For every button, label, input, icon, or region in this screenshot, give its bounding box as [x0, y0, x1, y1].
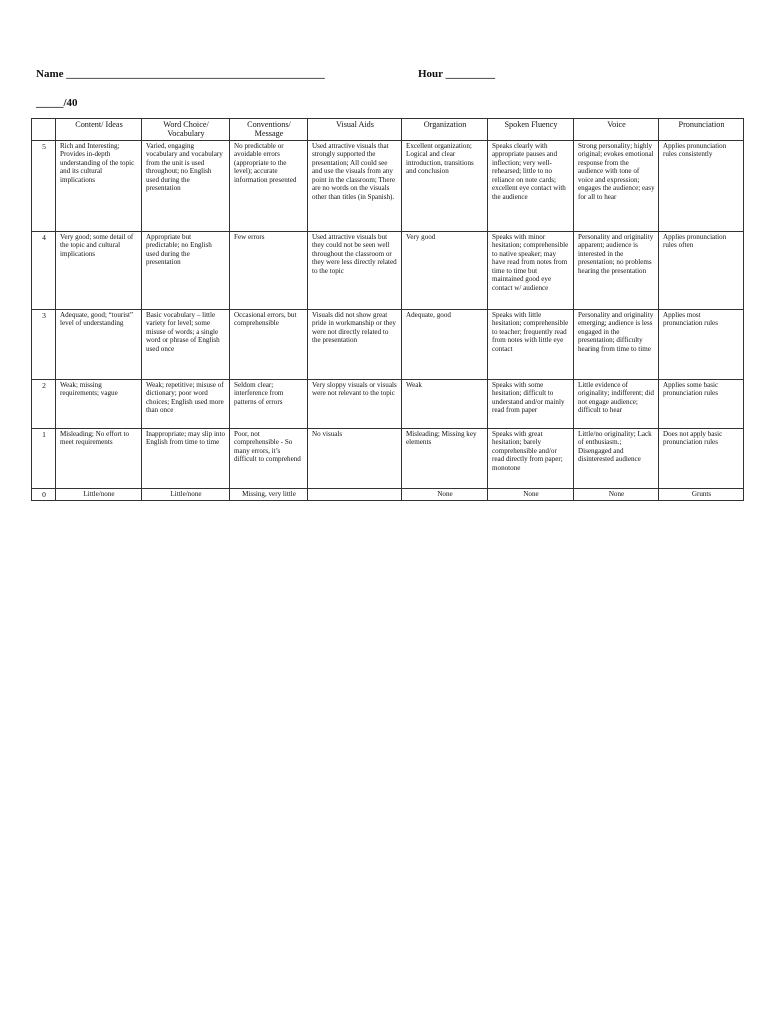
table-cell: Applies some basic pronunciation rules	[659, 379, 744, 428]
table-cell: Little evidence of originality; indifferent; did not engage audience; difficult to hear	[574, 379, 659, 428]
score-total: /40	[63, 97, 78, 109]
table-cell: Used attractive visuals but they could not be seen well throughout the classroom or they were less directly related to the topic	[308, 231, 402, 309]
hour-blank: _________	[445, 68, 496, 80]
table-cell: Very good; some detail of the topic and cultural implications	[56, 231, 142, 309]
table-cell: Misleading; No effort to meet requirements	[56, 428, 142, 488]
table-cell: Speaks with great hesitation; barely comprehensible and/or read directly from paper; monotone	[488, 428, 574, 488]
table-cell: Grunts	[659, 488, 744, 500]
table-cell: Adequate, good	[402, 309, 488, 379]
row-score: 0	[32, 488, 56, 500]
hour-line	[418, 68, 495, 80]
table-cell: Weak; missing requirements; vague	[56, 379, 142, 428]
table-cell: Strong personality; highly original; evokes emotional response from the audience with tone of voice and expression; engages the audience; easy for all to hear	[574, 140, 659, 231]
table-cell: Few errors	[230, 231, 308, 309]
table-row	[32, 140, 744, 231]
table-cell: Speaks with some hesitation; difficult to understand and/or mainly read from paper	[488, 379, 574, 428]
score-header	[32, 119, 56, 141]
table-cell: Occasional errors, but comprehensible	[230, 309, 308, 379]
column-header-voice: Voice	[574, 119, 659, 141]
table-cell: Seldom clear; interference from patterns of errors	[230, 379, 308, 428]
table-cell: Little/none	[142, 488, 230, 500]
table-cell: Varied, engaging vocabulary and vocabulary from the unit is used throughout; no English used during the presentation	[142, 140, 230, 231]
row-score: 4	[32, 231, 56, 309]
name-label: Name	[36, 68, 64, 80]
score-line	[36, 97, 78, 109]
table-cell: Personality and originality emerging; audience is less engaged in the presentation; difficulty hearing from time to time	[574, 309, 659, 379]
table-cell: Poor, not comprehensible - So many errors, it’s difficult to comprehend	[230, 428, 308, 488]
table-cell: Used attractive visuals that strongly supported the presentation; All could see and use the visuals from any point in the classroom; There are no words on the visuals other than titles (in Spanish).	[308, 140, 402, 231]
table-cell: Weak; repetitive; misuse of dictionary; poor word choices; English used more than once	[142, 379, 230, 428]
table-cell: Inappropriate; may slip into English from time to time	[142, 428, 230, 488]
table-cell: Speaks with little hesitation; comprehensible to teacher; frequently read from notes with little eye contact	[488, 309, 574, 379]
table-cell: Applies pronunciation rules consistently	[659, 140, 744, 231]
table-cell: Personality and originality apparent; audience is interested in the presentation; no problems hearing the presentation	[574, 231, 659, 309]
row-score: 1	[32, 428, 56, 488]
rubric-table	[31, 118, 744, 501]
table-cell: Weak	[402, 379, 488, 428]
name-blank: _______________________________________________	[66, 68, 325, 80]
column-header-spoken-fluency: Spoken Fluency	[488, 119, 574, 141]
table-cell: Very good	[402, 231, 488, 309]
table-cell: Excellent organization; Logical and clear introduction, transitions and conclusion	[402, 140, 488, 231]
row-score: 2	[32, 379, 56, 428]
table-row	[32, 231, 744, 309]
table-row	[32, 309, 744, 379]
name-line	[36, 68, 325, 80]
table-cell: Little/no originality; Lack of enthusiasm.; Disengaged and disinterested audience	[574, 428, 659, 488]
table-cell: No visuals	[308, 428, 402, 488]
table-cell: Little/none	[56, 488, 142, 500]
table-cell: No predictable or avoidable errors (appropriate to the level); accurate information presented	[230, 140, 308, 231]
table-cell: Appropriate but predictable; no English used during the presentation	[142, 231, 230, 309]
column-header-organization: Organization	[402, 119, 488, 141]
table-cell: Speaks clearly with appropriate pauses and inflection; very well-rehearsed; little to no reliance on note cards; excellent eye contact with the audience	[488, 140, 574, 231]
column-header-word-choice: Word Choice/ Vocabulary	[142, 119, 230, 141]
header-row	[32, 119, 744, 141]
table-cell: Very sloppy visuals or visuals were not relevant to the topic	[308, 379, 402, 428]
table-cell: Basic vocabulary – little variety for level; some misuse of words; a single word or phrase of English used once	[142, 309, 230, 379]
table-cell: Missing, very little	[230, 488, 308, 500]
column-header-visual-aids: Visual Aids	[308, 119, 402, 141]
table-cell: Visuals did not show great pride in workmanship or they were not directly related to the presentation	[308, 309, 402, 379]
table-cell: None	[574, 488, 659, 500]
column-header-content: Content/ Ideas	[56, 119, 142, 141]
table-row	[32, 379, 744, 428]
row-score: 5	[32, 140, 56, 231]
column-header-conventions: Conventions/ Message	[230, 119, 308, 141]
table-row	[32, 428, 744, 488]
table-cell: Rich and Interesting; Provides in-depth understanding of the topic and its cultural implications	[56, 140, 142, 231]
table-cell: Does not apply basic pronunciation rules	[659, 428, 744, 488]
table-cell: Misleading; Missing key elements	[402, 428, 488, 488]
table-cell: Applies pronunciation rules often	[659, 231, 744, 309]
score-blank: _____	[36, 97, 64, 109]
table-cell: Speaks with minor hesitation; comprehensible to native speaker; may have read from notes from time to time but maintained good eye contact w/ audience	[488, 231, 574, 309]
table-row	[32, 488, 744, 500]
table-cell: None	[402, 488, 488, 500]
row-score: 3	[32, 309, 56, 379]
column-header-pronunciation: Pronunciation	[659, 119, 744, 141]
table-cell: Adequate, good; “tourist” level of understanding	[56, 309, 142, 379]
table-cell: None	[488, 488, 574, 500]
table-cell	[308, 488, 402, 500]
table-cell: Applies most pronunciation rules	[659, 309, 744, 379]
hour-label: Hour	[418, 68, 443, 80]
